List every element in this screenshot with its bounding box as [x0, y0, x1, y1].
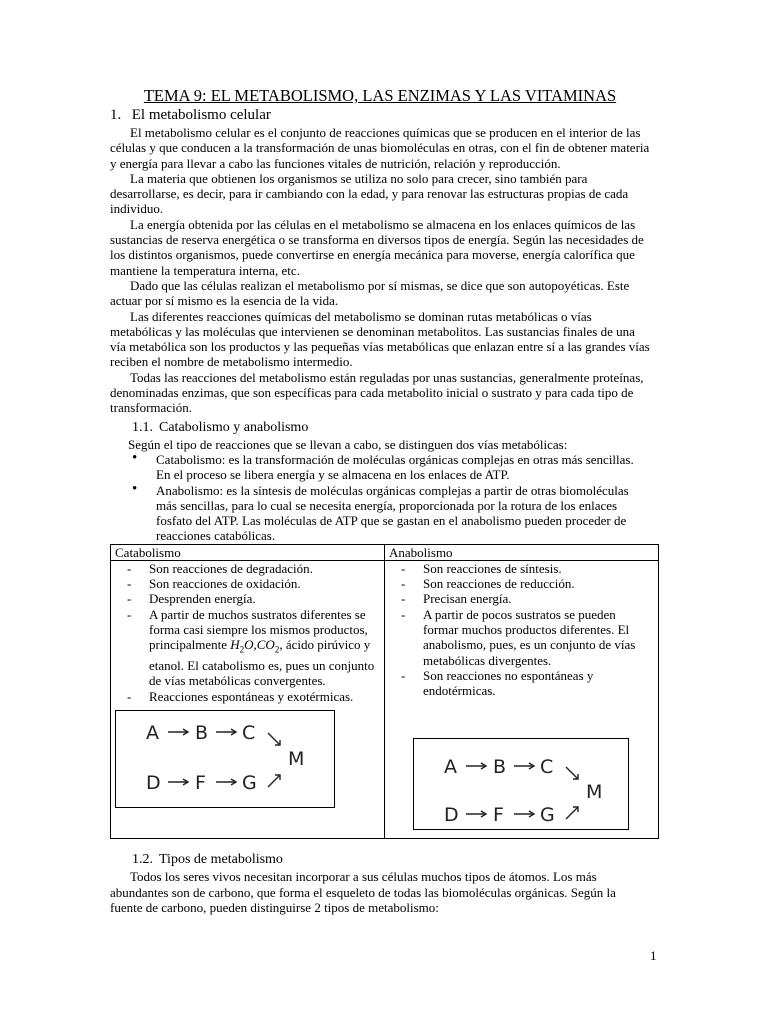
bullet-anabolismo: • Anabolismo: es la síntesis de moléculas orgánicas complejas a partir de otras biomoléculas más sencillas, para lo cual se necesita energía, proporcionada por la rotura de los enlaces fosfato del ATP. Las moléculas de ATP que se gastan en el anabolismo pueden proceder de reacciones catabólicas. — [110, 483, 650, 544]
list-item: - A partir de pocos sustratos se pueden formar muchos productos diferentes. El anabolismo, pues, es un conjunto de vías metabólicas divergentes. — [389, 607, 654, 668]
header-anabolismo: Anabolismo — [385, 544, 659, 560]
list-item: - Son reacciones de oxidación. — [115, 576, 380, 591]
convergent-pathway-diagram — [115, 710, 335, 808]
list-item: - Son reacciones no espontáneas y endotérmicas. — [389, 668, 654, 699]
section-1-paragraph-1: El metabolismo celular es el conjunto de reacciones químicas que se producen en el interior de las células y que conducen a la transformación de unas biomoléculas en otras, con el fin de obtener materia y energía para llevar a cabo las funciones vitales de nutrición, relación y reproducción. — [110, 125, 650, 171]
section-1-paragraph-3: La energía obtenida por las células en el metabolismo se almacena en los enlaces químicos de las sustancias de reserva energética o se transforma en diversos tipos de energía. Según las necesidades de los distintos organismos, puede convertirse en energía mecánica para moverse, energía calorífica que mantiene la temperatura interna, etc. — [110, 216, 644, 278]
divergent-pathway-diagram — [413, 738, 629, 830]
diagram-label-m: M — [288, 747, 305, 770]
diagram-label-c: C — [242, 721, 256, 744]
document-title: TEMA 9: EL METABOLISMO, LAS ENZIMAS Y LAS VITAMINAS — [143, 86, 617, 105]
diagram-label-d: D — [444, 804, 459, 827]
bullet-catabolismo: • Catabolismo: es la transformación de moléculas orgánicas complejas en otras más sencillas. En el proceso se libera energía y se almacena en los enlaces de ATP. — [110, 452, 650, 483]
item-text-before-formula: A partir de muchos sustratos diferentes se forma casi siempre los mismos productos, principalmente — [149, 606, 368, 653]
section-1-heading — [110, 107, 650, 124]
list-item: - Desprenden energía. — [115, 591, 380, 606]
section-1-2-heading — [132, 851, 650, 868]
section-1-1-title: Catabolismo y anabolismo — [159, 419, 309, 435]
diagram-label-c: C — [540, 756, 554, 779]
list-item: - A partir de muchos sustratos diferentes se forma casi siempre los mismos productos, principalmente $H_2O,CO_2$, ácido pirúvico y etanol. El catabolismo es, pues un conjunto de vías metabólicas convergentes. — [115, 607, 380, 689]
diagram-label-g: G — [242, 771, 257, 794]
section-1-paragraph-6: Todas las reacciones del metabolismo están reguladas por unas sustancias, generalmente proteínas, denominadas enzimas, que son específicas para cada metabolito inicial o sustrato y para cada tipo de transformación. — [110, 369, 644, 416]
catabolismo-cell — [111, 560, 385, 839]
diagram-label-b: B — [195, 721, 209, 744]
catabolismo-list — [115, 561, 380, 704]
diagram-label-g: G — [540, 804, 555, 827]
table-body-row — [111, 560, 659, 839]
anabolismo-cell — [385, 560, 659, 839]
section-1-1-number: 1.1. — [132, 419, 153, 435]
diagram-label-b: B — [493, 756, 507, 779]
chemical-formula: $H_2O,CO_2$ — [230, 637, 280, 655]
list-item: - Precisan energía. — [389, 591, 654, 606]
list-item: - Son reacciones de reducción. — [389, 576, 654, 591]
diagram-label-a: A — [146, 721, 159, 744]
metabolism-types-list — [110, 452, 650, 544]
diagram-label-f: F — [493, 804, 504, 827]
section-1-1-heading — [132, 419, 650, 436]
document-page — [110, 86, 650, 915]
header-catabolismo: Catabolismo — [111, 544, 385, 560]
section-1-paragraph-4: Dado que las células realizan el metabolismo por sí mismas, se dice que son autopoyéticas. Este actuar por sí mismo es la esencia de la vida. — [110, 277, 630, 309]
diagram-label-m: M — [586, 781, 603, 804]
section-1-2-paragraph: Todos los seres vivos necesitan incorporar a sus células muchos tipos de átomos. Los más abundantes son de carbono, que forma el esqueleto de todas las biomoléculas orgánicas. Según la fuente de carbono, pueden distinguirse 2 tipos de metabolismo: — [110, 869, 616, 915]
section-1-paragraph-5: Las diferentes reacciones químicas del metabolismo se dominan rutas metabólicas o vías metabólicas y las moléculas que intervienen se denominan metabolitos. Las sustancias finales de una vía metabólica son los productos y las pequeñas vías metabólicas que enlazan entre sí a las grandes vías reciben el nombre de metabolismo intermedio. — [110, 308, 650, 370]
section-1-paragraph-2: La materia que obtienen los organismos se utiliza no solo para crecer, sino también para desarrollarse, es decir, para ir cambiando con la edad, y para renovar las estructuras propias de cada individuo. — [110, 170, 629, 217]
page-number: 1 — [650, 948, 657, 963]
section-1-2-title: Tipos de metabolismo — [159, 852, 283, 868]
list-item: - Son reacciones de síntesis. — [389, 561, 654, 576]
anabolismo-list — [389, 561, 654, 699]
table-header-row — [111, 544, 659, 560]
comparison-table — [110, 544, 659, 840]
section-1-2-number: 1.2. — [132, 852, 153, 868]
list-item: - Reacciones espontáneas y exotérmicas. — [115, 689, 380, 704]
section-1-1-intro: Según el tipo de reacciones que se llevan a cabo, se distinguen dos vías metabólicas: — [128, 436, 568, 452]
diagram-label-f: F — [195, 771, 206, 794]
section-1-number: 1. — [110, 107, 122, 123]
list-item: - Son reacciones de degradación. — [115, 561, 380, 576]
section-1-title: El metabolismo celular — [131, 107, 271, 123]
item-text-after-formula: ácido pirúvico y etanol. El catabolismo es, pues un conjunto de vías metabólicas convergentes. — [149, 637, 375, 689]
diagram-label-d: D — [146, 771, 161, 794]
diagram-label-a: A — [444, 756, 457, 779]
